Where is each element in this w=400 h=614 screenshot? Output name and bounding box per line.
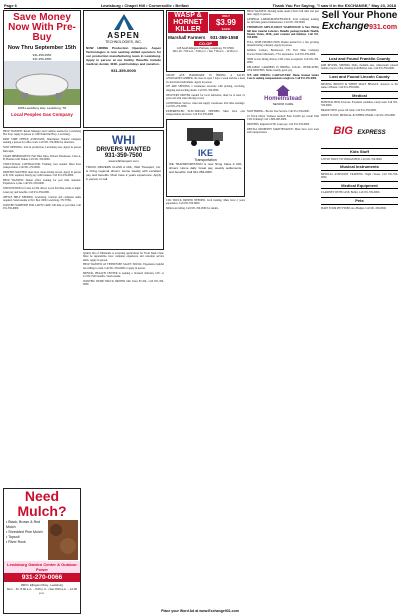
mulch-ad: [3, 488, 81, 614]
classified-ad: DRIVERS: Regional OTR. Great pay. Call 931-359-0000.: [247, 123, 310, 127]
mulch-item: • River Rock: [6, 540, 26, 544]
aspen-phone: 931-359-0000: [111, 67, 136, 73]
classified-ad: PART TIME OFFICE ASSISTANT, Manchester Natural company seeking a person for office work. Call 931-379-0000 for interview.: [3, 138, 81, 145]
exchange-logo: Exchange: [321, 21, 370, 32]
classified-ad: DRIVERS WANTED, must have clean driving record. Apply in person at B, CDL required, hourly pay with bonuses. Call 931-359-0000.: [3, 170, 81, 178]
classified-ad: MISSING BROWN & WHITE MALE BEAGLE. Answers to the name of Buster. Call 931-359-0000.: [321, 82, 398, 89]
paper-title: Lewisburg • Chapel Hill • Cornersville • Belfast: [100, 2, 189, 8]
pre-buy-ad: [3, 10, 81, 128]
propane-tank-photo: [4, 61, 80, 105]
classified-ad: MENTAL HEALTH CENTER is seeking a licensed clinician, LPC or LCSW. Full benefits. Send resume.: [83, 271, 164, 278]
whi-ad: [83, 130, 164, 250]
big-express-logo: BIG: [333, 124, 353, 137]
prebuy-phone-2: 931-359-1850: [32, 57, 52, 61]
classified-ad: MEDICAL ASSISTANT TRAINING. Night classes. Call 931-359-0000.: [321, 172, 398, 180]
mulch-store: Lewisburg Garden Center & Outdoor Power: [4, 561, 80, 573]
section-heading: Musical Instruments: [321, 163, 398, 171]
whi-text: TRUCK DRIVERS CLASS A CDL, WHI Transport, Inc. is hiring regional drivers. Home weekly with excellent pay and benefits. Must have 2 years experience. Apply in person or call.: [86, 165, 161, 181]
coop-price: $3.99: [215, 18, 237, 27]
mulch-item: • Topsoil: [6, 535, 20, 539]
prebuy-subtitle: Now Thru September 15th: [7, 45, 77, 51]
prebuy-address: 3296 Lewisburg Hwy. Lewisburg, TN: [17, 106, 67, 110]
coop-product-line1: WASP & HORNET: [168, 12, 208, 26]
classified-ad: NOW OPENING: Jobs in production, Lewisburg area. Apply in person 8am-4pm.: [3, 146, 81, 153]
aspen-ad: [83, 10, 164, 128]
classified-ad: BRAND NEW power lift chair. Call 931-359-0000.: [321, 109, 377, 113]
classified-ad: HELP WANTED: Dental office looking for part time assistant. Experience a plus. Call 931-359-0000.: [3, 179, 81, 186]
classified-ad: RELIABLE CARRIERS IS HIRING, LOCAL, DEDICATED, OTR DRIVERS. Home weekly, great pay.: [247, 65, 319, 73]
ike-ad: [166, 119, 245, 197]
classified-ad: RENTAL PROPERTY MAINTENANCE: Must have own tools and transportation.: [247, 128, 319, 135]
classified-ad: CLARINET WITH CASE, Buffet. Call 931-359-0000.: [321, 191, 380, 195]
mulch-item: • Black, Brown & Red Mulch: [6, 520, 41, 529]
home-instead-ad: [247, 82, 319, 108]
sell-phone-ad: [321, 10, 398, 52]
coop-brand-logo: CO-OP: [194, 41, 218, 46]
classified-ad: HELP WANTED AT TENNESSEE SALES TRUCK: Experience helpful but willing to train. Call 931-359-0000 or apply in person.: [83, 263, 164, 270]
aspen-subname: TECHNOLOGIES, INC.: [105, 40, 142, 44]
ike-text: IKE TRANSPORTATION is now hiring Class A CDL drivers. Home daily. Great pay, weekly settlements, and benefits. Call 931-359-0000.: [169, 161, 242, 174]
classified-ad: EXPERIENCED ELECTRICIAN NEEDED. Must have own transportation and tools. Call 931-359-0000.: [166, 110, 245, 117]
classified-ad: SATON ACE HARDWARE IS HIRING A SALES ASSOCIATE/CASHIER, the store is open 7 days a week and has a need for motivated individuals. Apply in person.: [166, 74, 245, 84]
classified-ad: HELP WANTED: Nursing home needs CNA's full time and part time. Apply in person.: [247, 10, 319, 17]
coop-phone: 931-359-1558: [210, 35, 239, 40]
big-express-sub: EXPRESS: [357, 129, 386, 136]
classified-ad: FULL TIME PRODUCTION Worker needed for a fast growing manufacturing company. Apply in person.: [247, 41, 319, 48]
classified-ad: OFFICE HELP NEEDED, Lewisburg. Clerical and computer skills required. Send resume to P.O. Box 1000, Lewisburg, TN 37091.: [3, 195, 81, 202]
classified-ad: WE ARE HIRING CAREGIVERS! Home Instead Senior Care is seeking compassionate caregivers. Call 931-359-0000.: [247, 73, 319, 81]
aspen-name: ASPEN: [107, 31, 140, 40]
page-footer: Place your Word Ad at www.Exchange931.com: [161, 609, 239, 613]
mulch-hours: Mon. - Fri. 8:00 a.m. – 5:00 p.m. • Sat. 8:00 a.m. – 12:00 p.m.: [6, 587, 77, 595]
section-heading: Medical Equipment: [321, 181, 398, 189]
section-heading: Pets: [321, 197, 398, 205]
classified-ad: Millers are hiring. Call 931-359-0000 for details.: [166, 206, 219, 210]
house-icon: [275, 84, 291, 96]
classified-ad: Quality Inn of Tullahoma is accepting applications for Front Desk Clerk. Must be dependable, have computer experience and customer service skills. Apply in person.: [83, 252, 164, 262]
aspen-text: NOW HIRING Production Operators. Aspen Technologies is now seeking skilled operators for our production manufacturing team in Lewisburg. Apply in person at our facility. Benefits include medical, dental, 401K, paid holidays and vacation.: [86, 46, 161, 66]
classified-ad: LITTLE TIKES VICTORIAN BED. Call 931-359-0000.: [321, 157, 383, 161]
column-3: [166, 10, 245, 614]
ike-subtitle: Transportation: [194, 157, 217, 162]
classified-ad: STRUCTURAL CONTRACTOR: Framing crew needed. Must have transportation. Call 931-270-0000.: [3, 162, 81, 170]
sell-phone-title: Sell Your Phone: [321, 10, 398, 21]
mulch-list: [6, 520, 48, 560]
classified-ad: START IMMEDIATELY: Full Time Sales, Drivers Warehouse. Class A, B, Hazmat with Tanker. Call 931-359-0000.: [3, 154, 81, 161]
classified-ad: DRIVE SCOOT, MEDICAL & WHEELCHAIR. Call 931-359-0000.: [321, 114, 396, 118]
classified-ad: WE ARE SEEKING a warehouse associate with picking, receiving, shipping and stocking duties. Call 931-359-0000.: [166, 85, 245, 92]
classified-ad: JANITORIAL Service, clean and supply warehouse. Part time evenings. Call 931-270-0000.: [166, 101, 245, 109]
header-tagline: Thank You For Saying, "I saw it in the EXCHANGE," May 23, 2018: [272, 2, 396, 8]
classified-ad: NOW HIRING - Brown Tree Service. Call 931-359-0000.: [247, 110, 310, 114]
coop-store-name: Marshall Farmers: [168, 35, 206, 40]
coop-product-line2: KILLER: [168, 26, 208, 33]
classified-ad: KIM RIVERS, MISSING DOG, medium size, whitecream colored female, brown collar, missing from Belfast area. Call 931-359-0000.: [321, 64, 398, 71]
home-instead-sub: SENIOR CARE: [272, 102, 294, 107]
exchange-site: 931.com: [369, 24, 398, 31]
prebuy-title: Save Money Now With Pre-Buy: [8, 12, 76, 43]
mulch-title: Need Mulch?: [17, 488, 67, 519]
classified-ad: HOSPITAL BED, Invacare. Excellent condition, rarely used. Call 931-359-0000.: [321, 101, 398, 108]
prebuy-phone-1: 931-359-2550: [32, 53, 52, 57]
big-express-ad: [321, 121, 398, 145]
classified-ad: HAVE YOUR PET FIXED on a Budget. Call 931-359-0000.: [321, 206, 387, 210]
page-header: [4, 2, 396, 9]
truck-icon: [186, 122, 226, 148]
coop-hours: Mon.-Fri. 7:00 a.m. - 5:00 p.m. • Sat. 7:00 a.m. - 12:00 p.m.: [172, 50, 239, 53]
mulch-address: 998 N. Ellington Pkwy., Lewisburg: [20, 583, 64, 587]
classified-ad: WANTED SOMEONE FOR LAWN CARE, full time or part time. Call 931-359-0000.: [3, 203, 81, 210]
classified-ad: THOMPSON APPLICATION WAREHOUSE is Now Hiring full time General Laborers. Benefits package include: Health, Dental, Vision, 401K, paid vacation and holidays. Call 931-359-0000.: [247, 26, 319, 40]
classified-ad: DELIVERY DRIVER needed for local deliveries, must be at least 21 years old with clean driving record.: [166, 93, 245, 100]
classified-ad: CDL TRUCK DRIVER NEEDED, local hauling. Must have 2 years experience. Call 931-359-0000.: [166, 198, 245, 205]
classified-ad: 22 Truck Driver Trainees needed! Earn $1,000 per week! Paid CDL Training! Call 1-800-000-0000.: [247, 114, 319, 122]
mulch-phone: 931-270-0066: [4, 573, 80, 582]
column-5: [321, 10, 398, 614]
col1-classifieds: [3, 130, 81, 210]
whi-website: www.whitransport.com: [108, 159, 139, 163]
section-heading: Lost and Found Franklin County: [321, 54, 398, 62]
coop-address: 415 South Ellington Parkway, Lewisburg, TN 37091: [177, 47, 234, 50]
page-number: Page 6: [4, 2, 17, 8]
column-2: [83, 10, 164, 614]
coop-only: ONLY: [221, 14, 231, 18]
classified-ad: WANTED: DUMP TRUCK DRIVER with Class B CDL. Call 931-359-0000.: [83, 279, 164, 287]
prebuy-brand: Local Peoples Gas Company: [11, 112, 73, 117]
classified-ad: GENERAL LABOR/MAINTENANCE, local company looking for full time general maintenance. Call 931-359-0000.: [247, 18, 319, 25]
classified-ad: Reliable Carriers, Brentwood, TN. Full Time Company Tractor/Trailer Mechanic, 2 Yrs experience. Call 931-359-0000.: [247, 49, 319, 56]
column-4: [247, 10, 319, 614]
mulch-item: • Shredded Pine Mulch: [6, 530, 43, 534]
whi-phone: 931-359-7500: [104, 153, 143, 159]
aspen-logo-icon: [112, 13, 136, 31]
coop-ad: [166, 10, 245, 72]
home-instead-name: HomeInstead: [264, 96, 302, 103]
section-heading: Medical: [321, 91, 398, 99]
whi-heading: DRIVERS WANTED: [96, 147, 151, 153]
section-heading: Lost and Found Lincoln County: [321, 73, 398, 81]
column-1: [3, 10, 81, 614]
classified-ad: SIMS is now hiring drivers, CDL Class A required. Call 931-359-0000.: [247, 57, 319, 64]
mulch-pile-photo: [48, 520, 78, 560]
section-heading: Kids Stuff: [321, 148, 398, 156]
whi-logo: WHI: [111, 133, 136, 147]
coop-each: EACH: [221, 27, 231, 31]
classified-ad: JOB POSITION for Class A CDL driver. Local full time, home at night. Great pay and benefits. Call 931-359-0000.: [3, 187, 81, 194]
classified-ad: HELP WANTED: Retail Manager and Cashiers needed for Lewisburg Hot Stop. Apply in person at 1100 Nashville Hwy., Lewisburg.: [3, 130, 81, 137]
ike-name: IKE: [197, 147, 213, 158]
